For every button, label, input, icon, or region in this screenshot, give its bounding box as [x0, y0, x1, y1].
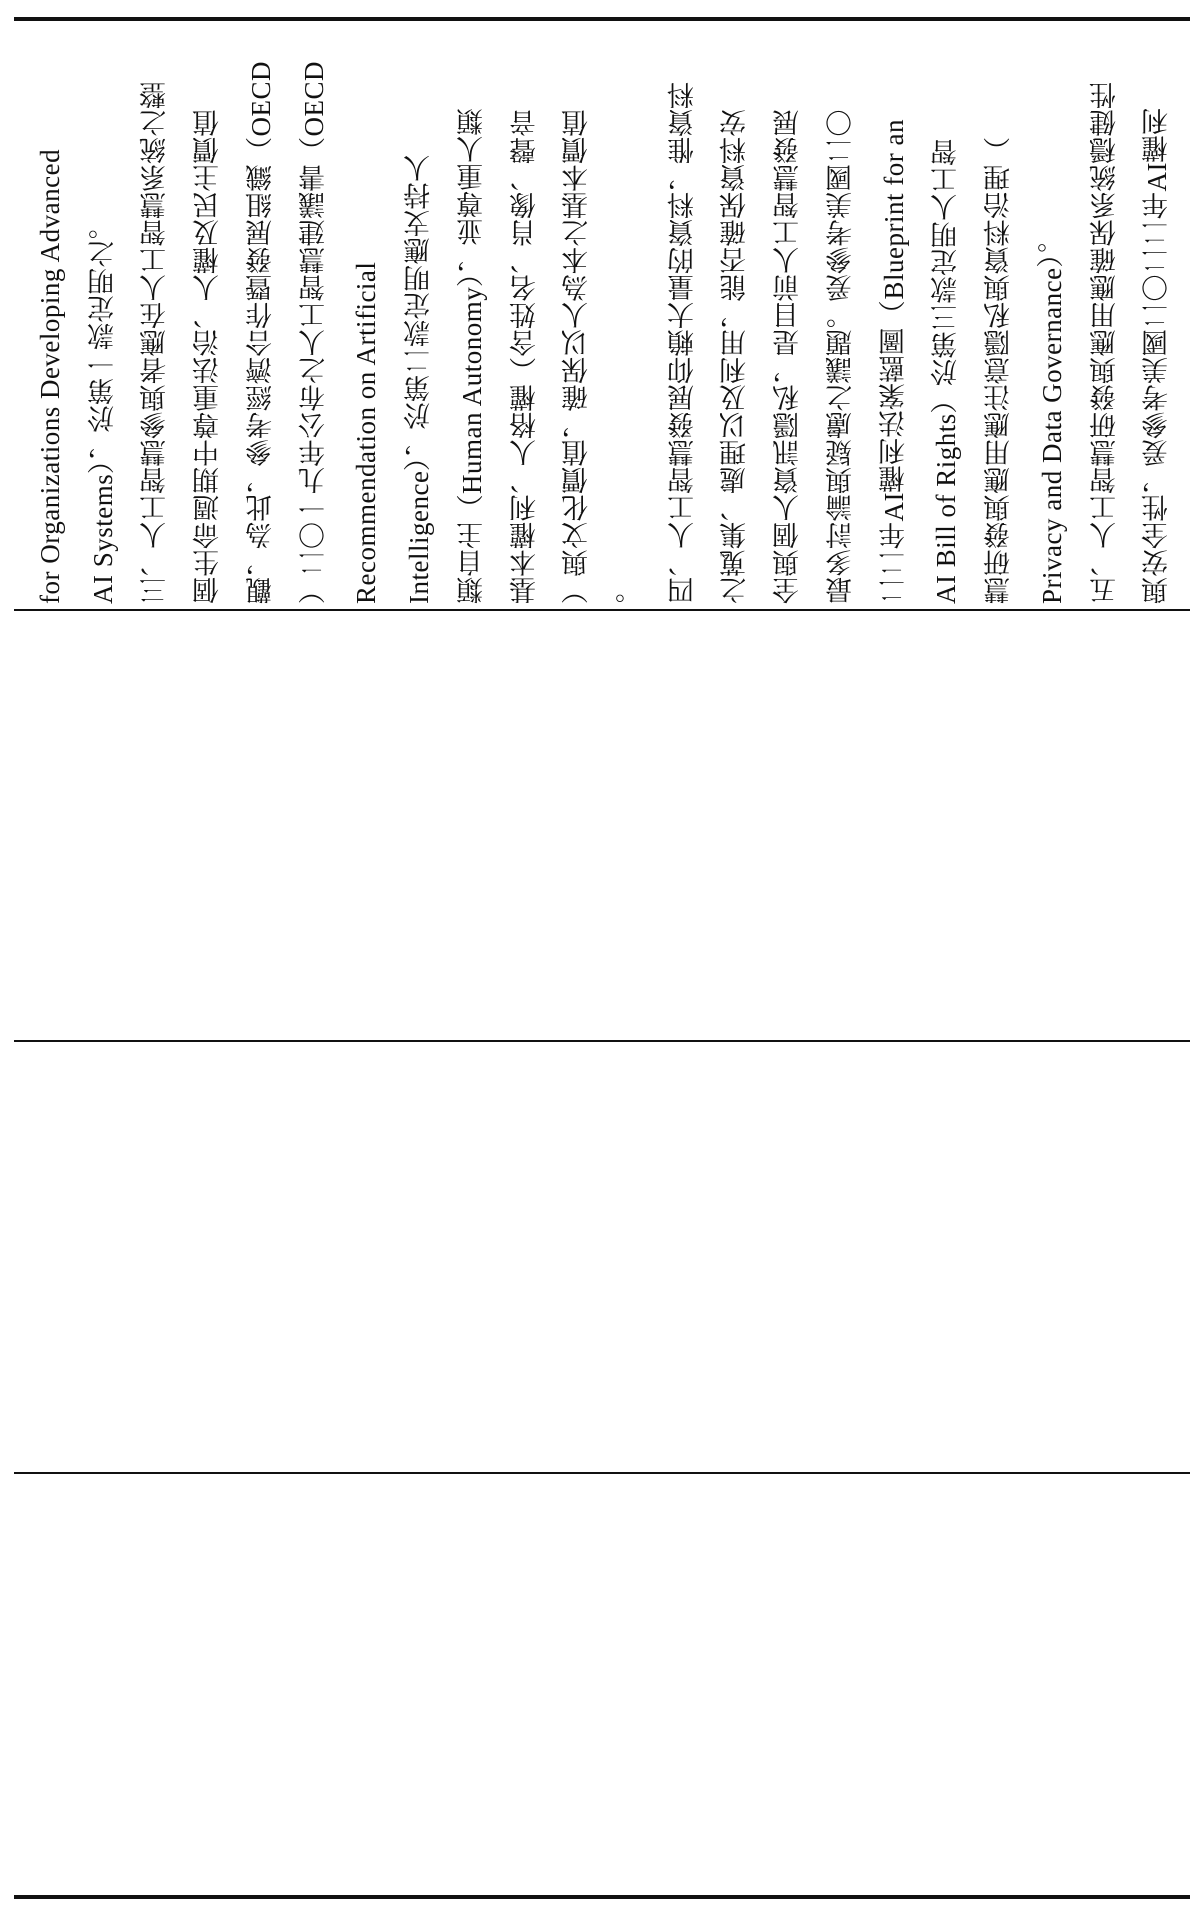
- text-line: 慧研發與應用應注意隱私與資料治理（: [984, 136, 1015, 604]
- text-line: 四、人工智慧發展仰賴大量的資料，惟資料: [667, 81, 698, 604]
- text-line: Intelligence），於第二款定明應支持人: [404, 154, 435, 604]
- text-line: 。: [615, 576, 645, 604]
- text-line: AI Systems），於第一款定明之。: [87, 212, 118, 604]
- explanation-cell: [24, 24, 1184, 604]
- text-line: 基本權利、人格權（含姓名、肖像、聲音: [509, 109, 540, 604]
- text-line: 三、人工智慧參與者應在人工智慧系統之整: [140, 81, 171, 604]
- table-row-divider: [14, 609, 1190, 611]
- table-border-bottom: [14, 1895, 1190, 1899]
- text-line: 與安全性，爰參考美國二〇二二年AI權利: [1142, 107, 1173, 604]
- table-row-divider: [14, 1472, 1190, 1474]
- text-line: 最多討論與疑慮之議題。爰參考美國二〇: [825, 109, 856, 604]
- text-line: ）與文化價值，確保以人為本之基本價值: [562, 109, 593, 604]
- text-line: Privacy and Data Governance）。: [1036, 225, 1067, 604]
- text-line: Recommendation on Artificial: [351, 261, 382, 604]
- text-line: 類自主（Human Autonomy），並尊重人類: [456, 107, 487, 604]
- rotated-text-block: [24, 24, 1184, 604]
- text-line: AI Bill of Rights）於第三款定明人工智: [931, 138, 962, 604]
- text-lines: [24, 24, 1184, 604]
- text-line: 二二年AI權利法案藍圖（Blueprint for an: [878, 119, 909, 604]
- text-line: 全與個人資訊隱私，是目前人工智慧發展: [773, 109, 804, 604]
- text-line: 五、人工智慧研發與應用應確保系統穩健性: [1089, 81, 1120, 604]
- text-line: 個生命週期中尊重法治、人權及民主價值: [193, 109, 224, 604]
- text-line: for Organizations Developing Advanced: [35, 148, 65, 604]
- text-line: 觀，為此，參考經濟合作暨發展組織（OECD: [245, 61, 276, 604]
- text-line: 之蒐集、處理以及利用，能否確保資料安: [720, 109, 751, 604]
- table-border-top: [14, 17, 1190, 21]
- text-line: ）二〇一九年公布之人工智慧建議書（OECD: [298, 61, 329, 604]
- table-row-divider: [14, 1040, 1190, 1042]
